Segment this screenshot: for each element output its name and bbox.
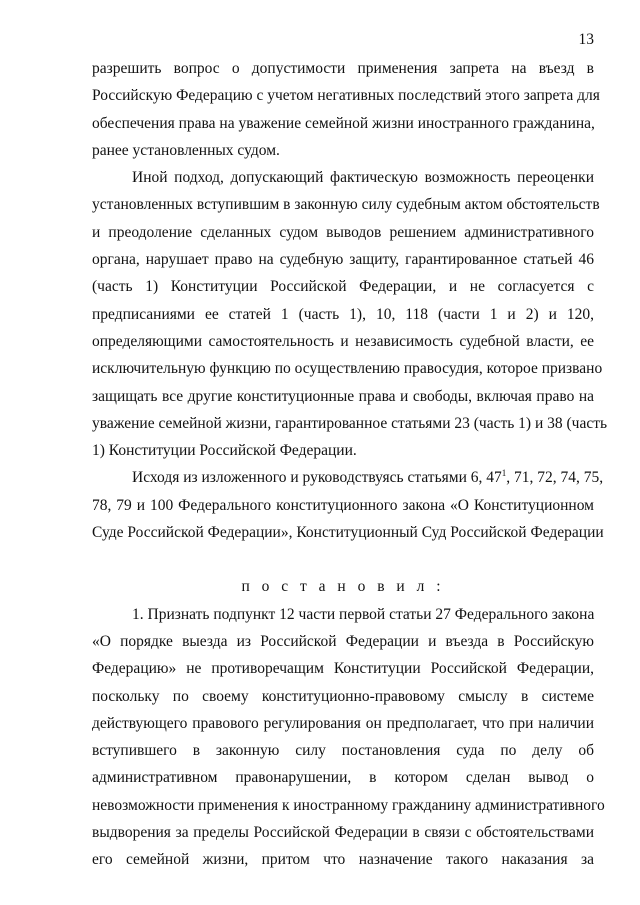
text-line: определяющими самостоятельность и независимость судебной власти, ее — [92, 332, 594, 350]
text-segment: , 71, 72, 74, 75, — [506, 469, 604, 487]
text-line — [92, 464, 604, 491]
text-line: действующего правового регулирования он предполагает, что при наличии — [92, 714, 594, 732]
paragraph-guided-by — [92, 464, 604, 546]
resolution-heading: п о с т а н о в и л : — [241, 578, 445, 596]
text-line: защищать все другие конституционные права и свободы, включая право на — [92, 387, 594, 405]
text-line: установленных вступившим в законную силу судебным актом обстоятельств — [92, 196, 600, 214]
text-line: выдворения за пределы Российской Федерации в связи с обстоятельствами — [92, 824, 594, 842]
text-line: 1) Конституции Российской Федерации. — [92, 442, 357, 460]
paragraph-resolution-item-1 — [92, 601, 605, 874]
text-line: Федерацию» не противоречащим Конституции Российской Федерации, — [92, 660, 594, 678]
text-line: исключительную функцию по осуществлению правосудия, которое призвано — [92, 360, 603, 378]
text-line: разрешить вопрос о допустимости применения запрета на въезд в — [92, 60, 594, 77]
text-line: ранее установленных судом. — [92, 141, 280, 159]
superscript: 1 — [501, 468, 507, 479]
text-line: его семейной жизни, притом что назначение такого наказания за — [92, 851, 594, 869]
document-body — [92, 55, 608, 874]
text-segment: Исходя из изложенного и руководствуясь статьями 6, 47 — [132, 469, 502, 487]
text-line: «О порядке выезда из Российской Федерации и въезда в Российскую — [92, 632, 594, 650]
text-line: (часть 1) Конституции Российской Федерации, и не согласуется с — [92, 278, 594, 296]
page-number: 13 — [578, 31, 594, 48]
text-line: органа, нарушает право на судебную защиту, гарантированное статьей 46 — [92, 251, 594, 269]
text-line: уважение семейной жизни, гарантированное статьями 23 (часть 1) и 38 (часть — [92, 414, 608, 432]
text-line: 1. Признать подпункт 12 части первой статьи 27 Федерального закона — [132, 605, 595, 623]
text-line: обеспечения права на уважение семейной жизни иностранного гражданина, — [92, 114, 595, 132]
text-line: административном правонарушении, в котором сделан вывод о — [92, 769, 594, 787]
text-line: невозможности применения к иностранному гражданину административного — [92, 796, 605, 814]
text-line: и преодоление сделанных судом выводов решением административного — [92, 223, 594, 241]
text-line: предписаниями ее статей 1 (часть 1), 10, 118 (части 1 и 2) и 120, — [92, 305, 594, 323]
paragraph-other-approach — [92, 164, 608, 464]
text-line: поскольку по своему конституционно-правовому смыслу в системе — [92, 687, 594, 705]
text-line: Иной подход, допускающий фактическую возможность переоценки — [132, 169, 594, 187]
text-line: Российскую Федерацию с учетом негативных последствий этого запрета для — [92, 87, 600, 105]
paragraph-continuation — [92, 55, 600, 164]
text-line: вступившего в законную силу постановления суда по делу об — [92, 742, 594, 760]
text-line: 78, 79 и 100 Федерального конституционного закона «О Конституционном — [92, 496, 594, 514]
text-line: Суде Российской Федерации», Конституционный Суд Российской Федерации — [92, 524, 604, 542]
